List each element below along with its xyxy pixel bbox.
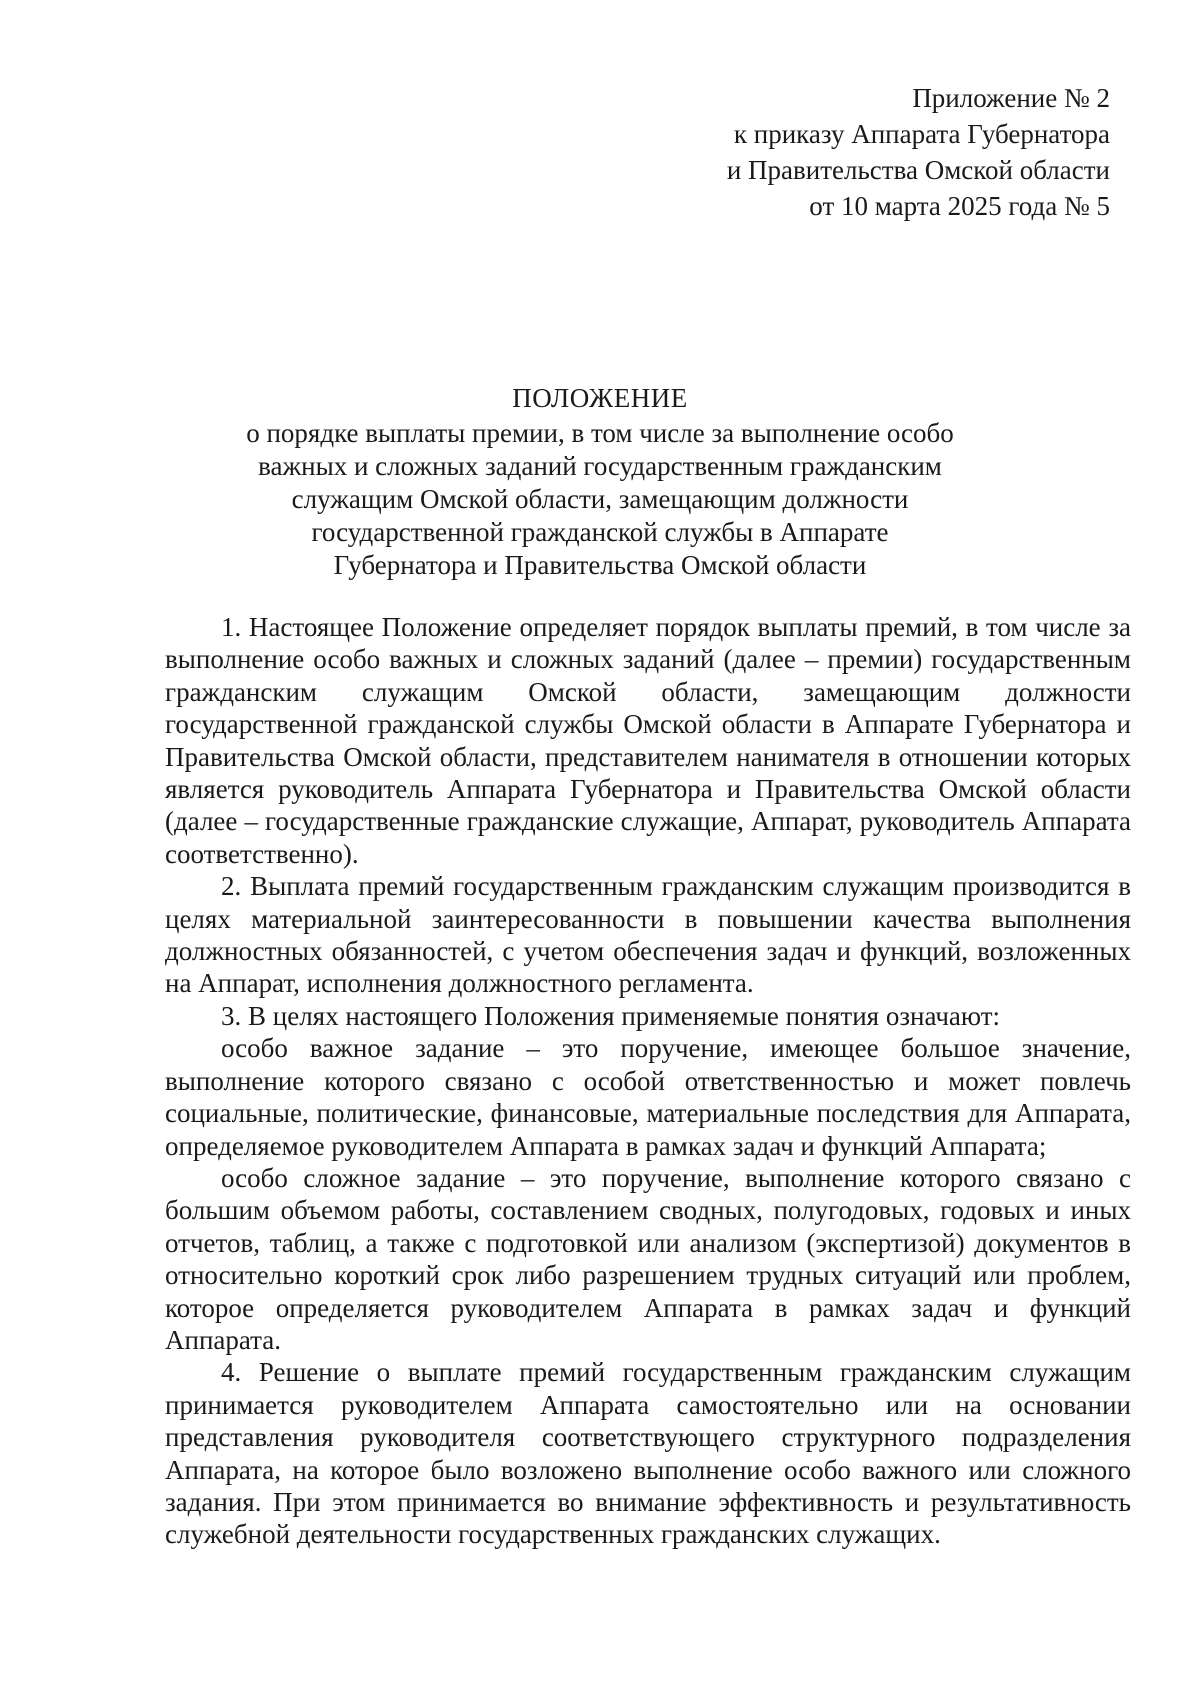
subtitle-line: государственной гражданской службы в Аппарате <box>311 517 889 547</box>
appendix-date: от 10 марта 2025 года № 5 <box>809 191 1110 221</box>
paragraph-3: 3. В целях настоящего Положения применяемые понятия означают: <box>221 1000 1001 1031</box>
subtitle-line: важных и сложных заданий государственным гражданским <box>258 451 942 481</box>
document-body <box>165 611 1131 1551</box>
document-subtitle <box>160 417 1040 582</box>
appendix-order-ref: к приказу Аппарата Губернатора <box>733 119 1110 149</box>
paragraph-2: 2. Выплата премий государственным гражданским служащим производится в целях материальной заинтересованности в повышении качества выполнения должностных обязанностей, с учетом обеспечения задач и функций, возложенных на Аппарат, исполнения должностного регламента. <box>165 871 1131 999</box>
document-heading: ПОЛОЖЕНИЕ <box>512 383 688 413</box>
paragraph-4: 4. Решение о выплате премий государственным гражданским служащим принимается руководителем Аппарата самостоятельно или на основании представления руководителя соответствующего структурного подразделения Аппарата, на которое было возложено выполнение особо важного или сложного задания. При этом принимается во внимание эффективность и результативность служебной деятельности государственных гражданских служащих. <box>165 1357 1131 1550</box>
appendix-authority: и Правительства Омской области <box>726 155 1110 185</box>
appendix-number: Приложение № 2 <box>912 83 1110 113</box>
subtitle-line: о порядке выплаты премии, в том числе за выполнение особо <box>246 418 954 448</box>
appendix-header <box>727 80 1110 224</box>
definition-important-task: особо важное задание – это поручение, имеющее большое значение, выполнение которого связано с особой ответственностью и может повлечь социальные, политические, финансовые, материальные последствия для Аппарата, определяемое руководителем Аппарата в рамках задач и функций Аппарата; <box>165 1033 1131 1161</box>
paragraph-1: 1. Настоящее Положение определяет порядок выплаты премий, в том числе за выполнение особо важных и сложных заданий (далее – премии) государственным гражданским служащим Омской области, замещающим должности государственной гражданской службы Омской области в Аппарате Губернатора и Правительства Омской области, представителем нанимателя в отношении которых является руководитель Аппарата Губернатора и Правительства Омской области (далее – государственные гражданские служащие, Аппарат, руководитель Аппарата соответственно). <box>165 612 1131 869</box>
definition-complex-task: особо сложное задание – это поручение, выполнение которого связано с большим объемом работы, составлением сводных, полугодовых, годовых и иных отчетов, таблиц, а также с подготовкой или анализом (экспертизой) документов в относительно короткий срок либо разрешением трудных ситуаций или проблем, которое определяется руководителем Аппарата в рамках задач и функций Аппарата. <box>165 1162 1131 1355</box>
subtitle-line: служащим Омской области, замещающим должности <box>291 484 909 514</box>
subtitle-line: Губернатора и Правительства Омской области <box>333 550 867 580</box>
document-title <box>160 382 1040 582</box>
